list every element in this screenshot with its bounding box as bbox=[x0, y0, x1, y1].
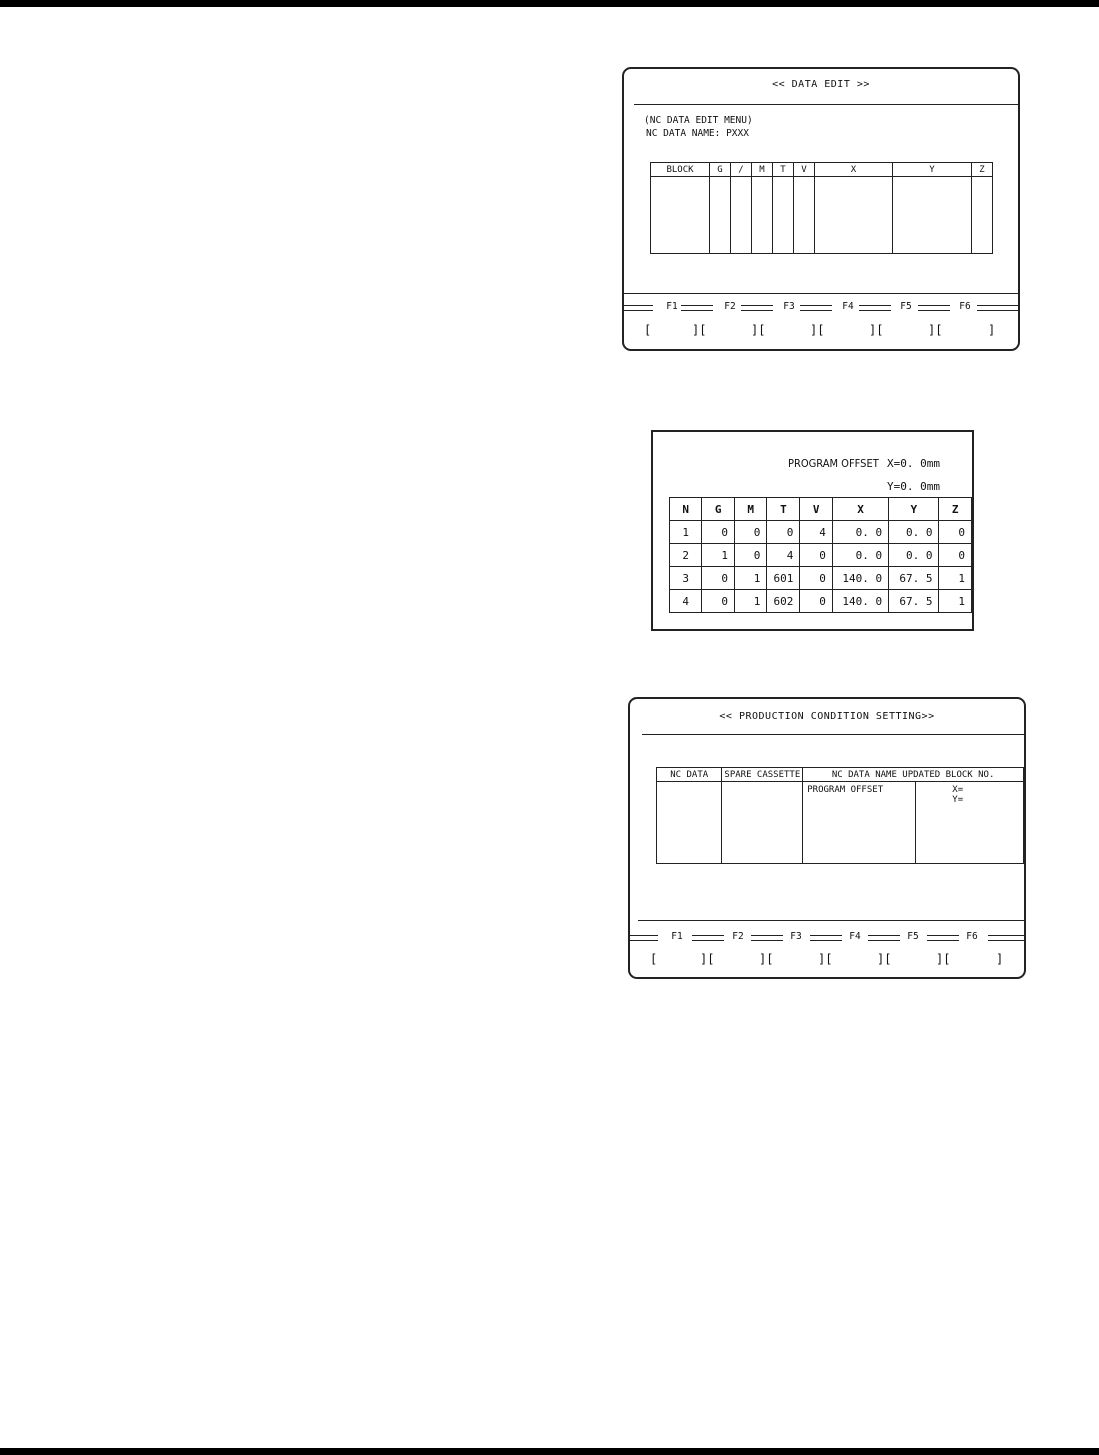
production-table bbox=[656, 767, 1024, 864]
bracket-open: [ bbox=[644, 323, 652, 337]
cell: 1 bbox=[734, 567, 766, 590]
cell: 0 bbox=[702, 590, 734, 613]
cell: 0. 0 bbox=[832, 521, 888, 544]
col-n: N bbox=[670, 498, 702, 521]
fkey-f5[interactable]: F5 bbox=[907, 931, 919, 942]
col-slash: / bbox=[731, 163, 752, 177]
production-title: << PRODUCTION CONDITION SETTING>> bbox=[719, 711, 935, 722]
menu-heading: (NC DATA EDIT MENU) bbox=[644, 115, 753, 126]
col-z: Z bbox=[939, 498, 972, 521]
cell: 0 bbox=[800, 590, 832, 613]
bracket-close: ] bbox=[988, 323, 996, 337]
fkey-f1[interactable]: F1 bbox=[666, 301, 678, 312]
fkey-f1[interactable]: F1 bbox=[671, 931, 683, 942]
fkey-f5[interactable]: F5 bbox=[900, 301, 912, 312]
fkey-f6[interactable]: F6 bbox=[966, 931, 978, 942]
production-condition-screen bbox=[628, 697, 1026, 979]
cell: 0. 0 bbox=[889, 521, 939, 544]
bracket-mid-5: ][ bbox=[928, 323, 943, 337]
col-g: G bbox=[710, 163, 731, 177]
col-block: BLOCK bbox=[651, 163, 710, 177]
cell: 0. 0 bbox=[889, 544, 939, 567]
cell: 4 bbox=[800, 521, 832, 544]
cell: 0. 0 bbox=[832, 544, 888, 567]
fkey-f2[interactable]: F2 bbox=[732, 931, 744, 942]
x-offset-value: X=0. 0mm bbox=[887, 457, 940, 470]
cell bbox=[657, 782, 722, 864]
cell: 0 bbox=[734, 544, 766, 567]
cell: 4 bbox=[767, 544, 800, 567]
function-key-bar bbox=[630, 929, 1024, 945]
col-t: T bbox=[767, 498, 800, 521]
col-y: Y bbox=[893, 163, 972, 177]
bracket-mid-3: ][ bbox=[818, 952, 833, 966]
x-label: X= bbox=[952, 785, 964, 795]
col-spare-cassette: SPARE CASSETTE bbox=[722, 768, 803, 782]
cell: 3 bbox=[670, 567, 702, 590]
fkey-f4[interactable]: F4 bbox=[842, 301, 854, 312]
bracket-close: ] bbox=[996, 952, 1004, 966]
cell: 1 bbox=[939, 590, 972, 613]
col-m: M bbox=[734, 498, 766, 521]
cell: 1 bbox=[670, 521, 702, 544]
cell: 2 bbox=[670, 544, 702, 567]
program-offset-screen bbox=[651, 430, 974, 631]
data-edit-title: << DATA EDIT >> bbox=[772, 79, 870, 90]
cell: 602 bbox=[767, 590, 800, 613]
fkey-f2[interactable]: F2 bbox=[724, 301, 736, 312]
program-offset-title: PROGRAM OFFSET bbox=[788, 457, 879, 470]
fkey-f3[interactable]: F3 bbox=[783, 301, 795, 312]
cell: 1 bbox=[734, 590, 766, 613]
bracket-mid-1: ][ bbox=[700, 952, 715, 966]
fkey-divider bbox=[624, 293, 1018, 294]
program-offset-label: PROGRAM OFFSET bbox=[803, 782, 916, 864]
bracket-mid-1: ][ bbox=[692, 323, 707, 337]
cell: 0 bbox=[939, 544, 972, 567]
bottom-rule bbox=[0, 1448, 1099, 1455]
cell: 1 bbox=[702, 544, 734, 567]
cell: 0 bbox=[767, 521, 800, 544]
function-key-bar bbox=[624, 299, 1018, 315]
col-g: G bbox=[702, 498, 734, 521]
col-x: X bbox=[815, 163, 893, 177]
col-nc-data-name: NC DATA NAME UPDATED BLOCK NO. bbox=[803, 768, 1024, 782]
bracket-mid-4: ][ bbox=[869, 323, 884, 337]
col-nc-data: NC DATA bbox=[657, 768, 722, 782]
cell: 0 bbox=[800, 567, 832, 590]
bracket-mid-2: ][ bbox=[751, 323, 766, 337]
data-edit-screen bbox=[622, 67, 1020, 351]
cell: 67. 5 bbox=[889, 590, 939, 613]
cell: 0 bbox=[702, 521, 734, 544]
table-row bbox=[670, 521, 972, 544]
fkey-f4[interactable]: F4 bbox=[849, 931, 861, 942]
col-v: V bbox=[800, 498, 832, 521]
col-t: T bbox=[773, 163, 794, 177]
col-v: V bbox=[794, 163, 815, 177]
title-divider bbox=[634, 104, 1018, 105]
nc-data-table bbox=[650, 162, 993, 254]
table-row bbox=[670, 567, 972, 590]
table-body-row bbox=[651, 177, 993, 254]
cell: 140. 0 bbox=[832, 567, 888, 590]
program-offset-table bbox=[669, 497, 972, 613]
cell: 601 bbox=[767, 567, 800, 590]
cell: 140. 0 bbox=[832, 590, 888, 613]
fkey-f6[interactable]: F6 bbox=[959, 301, 971, 312]
col-z: Z bbox=[972, 163, 993, 177]
bracket-mid-3: ][ bbox=[810, 323, 825, 337]
title-divider bbox=[642, 734, 1024, 735]
table-row bbox=[657, 782, 1024, 864]
offset-cell bbox=[916, 782, 1024, 864]
bracket-open: [ bbox=[650, 952, 658, 966]
col-m: M bbox=[752, 163, 773, 177]
cell: 0 bbox=[939, 521, 972, 544]
y-label: Y= bbox=[952, 795, 964, 805]
fkey-f3[interactable]: F3 bbox=[790, 931, 802, 942]
cell: 4 bbox=[670, 590, 702, 613]
table-row bbox=[670, 544, 972, 567]
cell: 0 bbox=[800, 544, 832, 567]
cell: 0 bbox=[702, 567, 734, 590]
col-x: X bbox=[832, 498, 888, 521]
table-row bbox=[670, 590, 972, 613]
bracket-mid-2: ][ bbox=[759, 952, 774, 966]
y-offset-value: Y=0. 0mm bbox=[887, 480, 940, 493]
fkey-divider bbox=[638, 920, 1024, 921]
cell: 0 bbox=[734, 521, 766, 544]
cell: 67. 5 bbox=[889, 567, 939, 590]
bracket-mid-5: ][ bbox=[936, 952, 951, 966]
cell bbox=[722, 782, 803, 864]
bracket-mid-4: ][ bbox=[877, 952, 892, 966]
nc-data-name: NC DATA NAME: PXXX bbox=[646, 128, 749, 139]
top-rule bbox=[0, 0, 1099, 7]
col-y: Y bbox=[889, 498, 939, 521]
cell: 1 bbox=[939, 567, 972, 590]
